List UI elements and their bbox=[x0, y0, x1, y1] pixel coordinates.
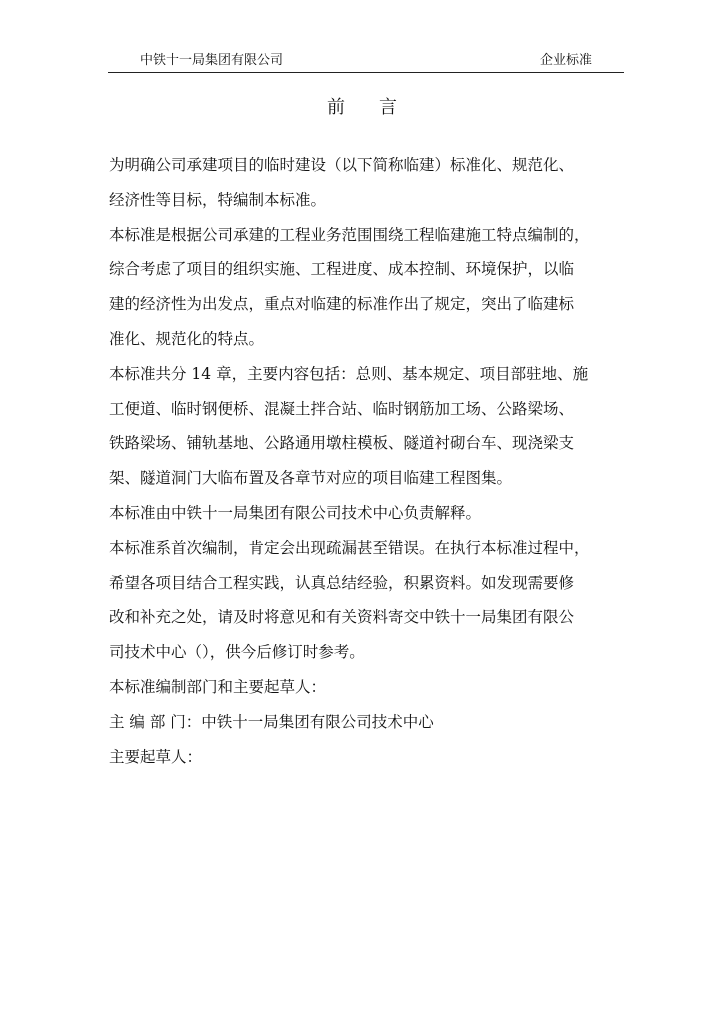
text-line: 主要起草人： bbox=[109, 747, 203, 766]
text-line: 准化、规范化的特点。 bbox=[109, 329, 265, 348]
text-line: 本标准共分 14 章，主要内容包括：总则、基本规定、项目部驻地、施 bbox=[109, 364, 589, 383]
text-line: 工便道、临时钢便桥、混凝土拌合站、临时钢筋加工场、公路梁场、 bbox=[109, 399, 575, 418]
text-line: 为明确公司承建项目的临时建设（以下简称临建）标准化、规范化、 bbox=[109, 156, 575, 174]
text-line: 架、隧道洞门大临布置及各章节对应的项目临建工程图集。 bbox=[109, 469, 513, 488]
text-line: 司技术中心（），供今后修订时参考。 bbox=[109, 643, 365, 662]
header-company-name: 中铁十一局集团有限公司 bbox=[140, 53, 284, 68]
page-header bbox=[108, 52, 624, 73]
text-line: 本标准系首次编制，肯定会出现疏漏甚至错误。在执行本标准过程中， bbox=[109, 538, 590, 557]
text-line: 本标准是根据公司承建的工程业务范围围绕工程临建施工特点编制的， bbox=[109, 225, 590, 244]
header-standard-label: 企业标准 bbox=[539, 53, 592, 68]
text-line: 本标准由中铁十一局集团有限公司技术中心负责解释。 bbox=[109, 503, 482, 522]
body-text bbox=[109, 148, 629, 774]
text-line: 经济性等目标，特编制本标准。 bbox=[109, 190, 327, 209]
text-line: 主 编 部 门：中铁十一局集团有限公司技术中心 bbox=[109, 712, 434, 731]
text-line: 铁路梁场、铺轨基地、公路通用墩柱模板、隧道衬砌台车、现浇梁支 bbox=[109, 434, 575, 453]
text-line: 改和补充之处，请及时将意见和有关资料寄交中铁十一局集团有限公 bbox=[109, 608, 575, 627]
text-line: 希望各项目结合工程实践，认真总结经验，积累资料。如发现需要修 bbox=[109, 573, 575, 592]
text-line: 建的经济性为出发点，重点对临建的标准作出了规定，突出了临建标 bbox=[109, 295, 575, 314]
text-line: 本标准编制部门和主要起草人： bbox=[109, 677, 327, 696]
page-title: 前言 bbox=[327, 97, 431, 118]
text-line: 综合考虑了项目的组织实施、工程进度、成本控制、环境保护，以临 bbox=[109, 260, 575, 279]
